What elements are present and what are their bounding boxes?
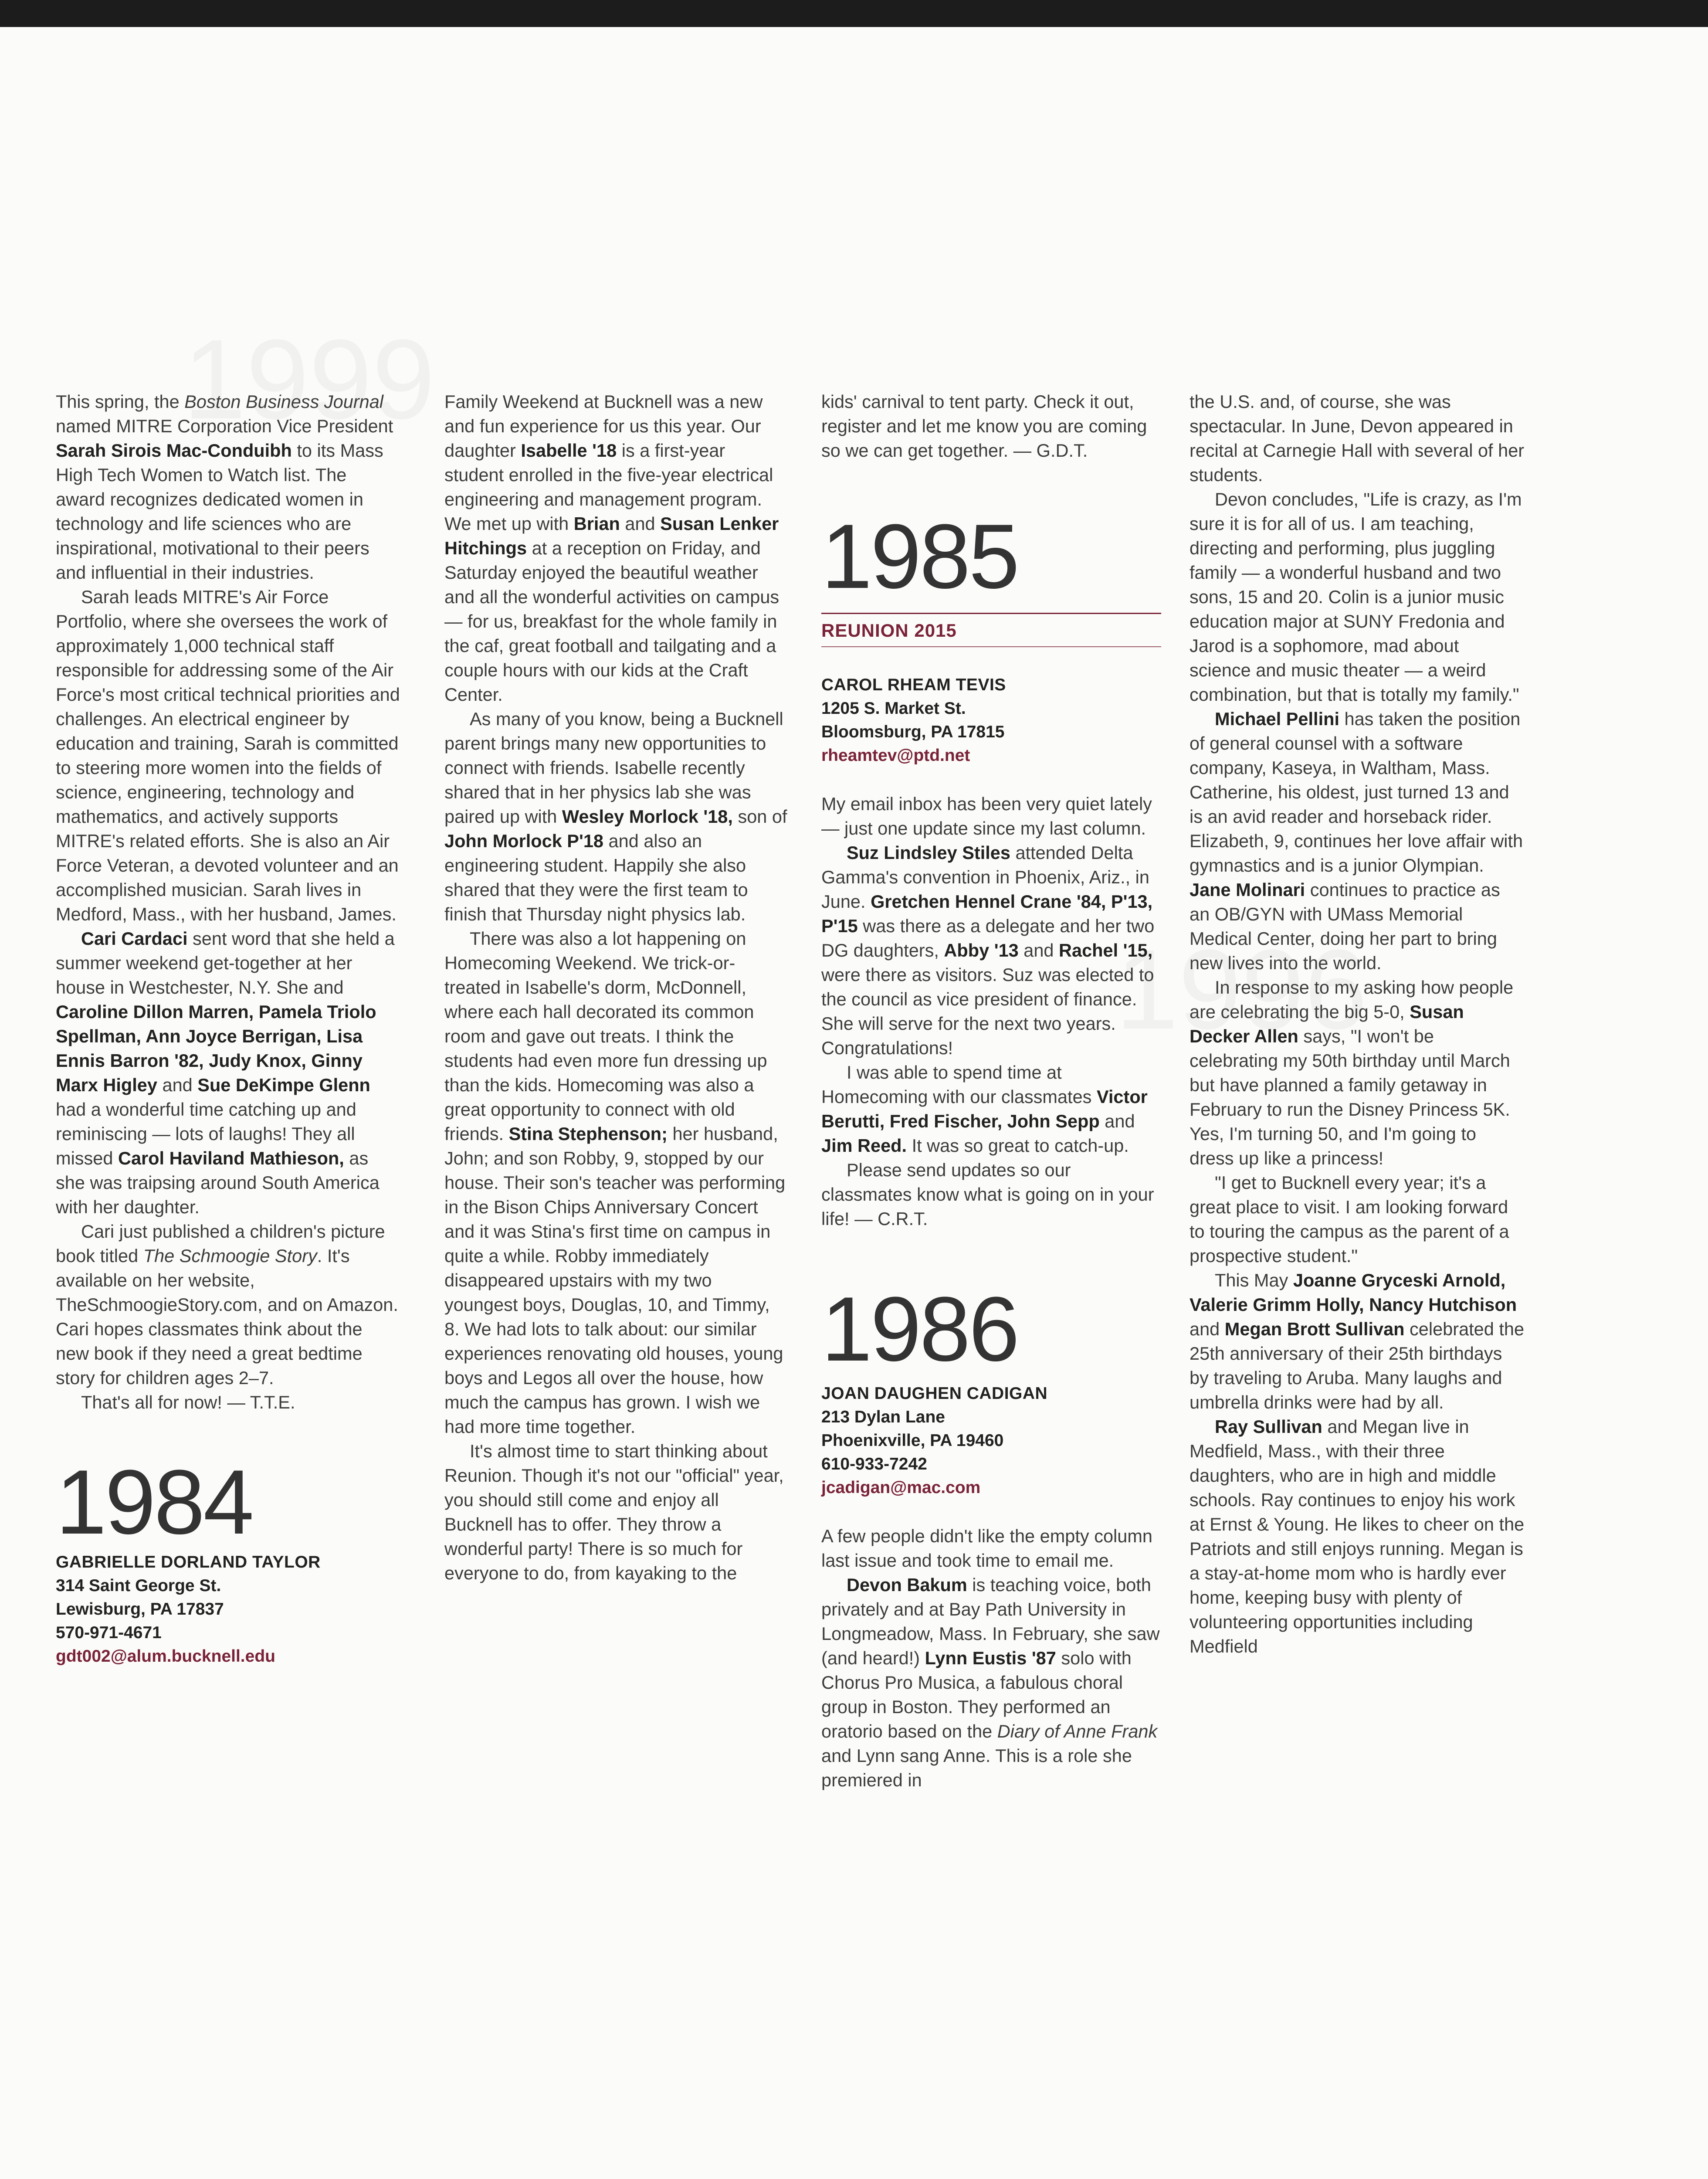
reporter-name: CAROL RHEAM TEVIS xyxy=(821,675,1006,694)
class-reporter-contact xyxy=(821,673,1161,767)
class-year-heading: 1984 xyxy=(56,1451,253,1553)
reunion-label: REUNION 2015 xyxy=(821,620,957,641)
signoff: Please send updates so our classmates know what is going on in your life! — C.R.T. xyxy=(821,1160,1154,1229)
paragraph: It's almost time to start thinking about Reunion. Though it's not our "official" year, you should still come and enjoy all Bucknell has to offer. They throw a wonderful party! There is so much for everyone to do, from kayaking to the xyxy=(444,1441,784,1583)
heading-rule xyxy=(821,613,1161,614)
reporter-street: 1205 S. Market St. xyxy=(821,699,966,718)
paragraph: Devon Bakum is teaching voice, both privately and at Bay Path University in Longmeadow, Mass. In February, she saw (and heard!) Lynn Eustis '87 solo with Chorus Pro Musica, a fabulous choral group in Boston. They performed an oratorio based on the Diary of Anne Frank and Lynn sang Anne. This is a role she premiered in xyxy=(821,1575,1160,1790)
magazine-page xyxy=(0,27,1708,2179)
class-reporter-contact xyxy=(56,1551,400,1668)
reporter-city: Phoenixville, PA 19460 xyxy=(821,1431,1004,1450)
class-year-heading: 1985 xyxy=(821,505,1018,608)
paragraph: Michael Pellini has taken the position of general counsel with a software company, Kaseya, in Waltham, Mass. Catherine, his oldest, just turned 13 and is an avid reader and horseback rider. Elizabeth, 9, continues her love affair with gymnastics and is a junior Olympian. Jane Molinari continues to practice as an OB/GYN with UMass Memorial Medical Center, doing her part to bring new lives into the world. xyxy=(1190,709,1523,973)
column-2 xyxy=(444,390,789,1585)
paragraph: kids' carnival to tent party. Check it out, register and let me know you are coming so we can get together. — G.D.T. xyxy=(821,391,1147,461)
paragraph: Cari Cardaci sent word that she held a summer weekend get-together at her house in Westchester, N.Y. She and Caroline Dillon Marren, Pamela Triolo Spellman, Ann Joyce Berrigan, Lisa Ennis Barron '82, Judy Knox, Ginny Marx Higley and Sue DeKimpe Glenn had a wonderful time catching up and reminiscing — lots of laughs! They all missed Carol Haviland Mathieson, as she was traipsing around South America with her daughter. xyxy=(56,928,395,1217)
reporter-email[interactable]: jcadigan@mac.com xyxy=(821,1478,981,1497)
paragraph: Suz Lindsley Stiles attended Delta Gamma's convention in Phoenix, Ariz., in June. Gretchen Hennel Crane '84, P'13, P'15 was there as a delegate and her two DG daughters, Abby '13 and Rachel '15, were there as visitors. Suz was elected to the council as vice president of finance. She will serve for the next two years. Congratulations! xyxy=(821,842,1155,1058)
reporter-email[interactable]: gdt002@alum.bucknell.edu xyxy=(56,1647,275,1666)
reporter-phone: 570-971-4671 xyxy=(56,1623,162,1642)
paragraph: There was also a lot happening on Homecoming Weekend. We trick-or-treated in Isabelle's dorm, McDonnell, where each hall decorated its common room and gave out treats. I think the students had even more fun dressing up than the kids. Homecoming was also a great opportunity to connect with old friends. Stina Stephenson; her husband, John; and son Robby, 9, stopped by our house. Their son's teacher was performing in the Bison Chips Anniversary Concert and it was Stina's first time on campus in quite a while. Robby immediately disappeared upstairs with my two youngest boys, Douglas, 10, and Timmy, 8. We had lots to talk about: our similar experiences renovating old houses, young boys and Legos all over the house, how much the campus has grown. I wish we had more time together. xyxy=(444,928,786,1437)
paragraph: Cari just published a children's picture book titled The Schmoogie Story. It's available on her website, TheSchmoogieStory.com, and on Amazon. Cari hopes classmates think about the new book if they need a great bedtime story for children ages 2–7. xyxy=(56,1221,398,1388)
reporter-name: GABRIELLE DORLAND TAYLOR xyxy=(56,1553,321,1571)
paragraph: This May Joanne Gryceski Arnold, Valerie Grimm Holly, Nancy Hutchison and Megan Brott Sullivan celebrated the 25th anniversary of their 25th birthdays by traveling to Aruba. Many laughs and umbrella drinks were had by all. xyxy=(1190,1270,1525,1412)
paragraph: This spring, the Boston Business Journal named MITRE Corporation Vice President Sarah Sirois Mac-Conduibh to its Mass High Tech Women to Watch list. The award recognizes dedicated women in technology and life sciences who are inspirational, motivational to their peers and influential in their industries. xyxy=(56,391,393,583)
signoff: That's all for now! — T.T.E. xyxy=(81,1392,295,1412)
reporter-city: Lewisburg, PA 17837 xyxy=(56,1600,224,1619)
paragraph: Devon concludes, "Life is crazy, as I'm sure it is for all of us. I am teaching, directing and performing, plus juggling family — a wonderful husband and two sons, 15 and 20. Colin is a junior music education major at SUNY Fredonia and Jarod is a sophomore, mad about science and music theater — a weird combination, but that is totally my family." xyxy=(1190,489,1522,705)
column-4 xyxy=(1190,390,1525,1659)
reporter-phone: 610-933-7242 xyxy=(821,1455,927,1473)
paragraph: Family Weekend at Bucknell was a new and fun experience for us this year. Our daughter Isabelle '18 is a first-year student enrolled in the five-year electrical engineering and management program. We met up with Brian and Susan Lenker Hitchings at a reception on Friday, and Saturday enjoyed the beautiful weather and all the wonderful activities on campus — for us, breakfast for the whole family in the caf, great football and tailgating and a couple hours with our kids at the Craft Center. xyxy=(444,391,779,705)
class-year-heading: 1986 xyxy=(821,1278,1018,1380)
paragraph: Ray Sullivan and Megan live in Medfield, Mass., with their three daughters, who are in high and middle schools. Ray continues to enjoy his work at Ernst & Young. He likes to cheer on the Patriots and still enjoys running. Megan is a stay-at-home mom who is hardly ever home, keeping busy with plenty of volunteering opportunities including Medfield xyxy=(1190,1416,1525,1656)
column-3 xyxy=(821,390,1161,1792)
reporter-city: Bloomsburg, PA 17815 xyxy=(821,723,1005,741)
paragraph: Sarah leads MITRE's Air Force Portfolio, where she oversees the work of approximately 1,000 technical staff responsible for addressing some of the Air Force's most critical technical priorities and challenges. An electrical engineer by education and training, Sarah is committed to steering more women into the fields of science, engineering, technology and mathematics, and actively supports MITRE's related efforts. She is also an Air Force Veteran, a devoted volunteer and an accomplished musician. Sarah lives in Medford, Mass., with her husband, James. xyxy=(56,587,400,924)
paragraph: the U.S. and, of course, she was spectacular. In June, Devon appeared in recital at Carnegie Hall with several of her students. xyxy=(1190,391,1525,485)
paragraph: My email inbox has been very quiet lately — just one update since my last column. xyxy=(821,794,1152,838)
paragraph: "I get to Bucknell every year; it's a great place to visit. I am looking forward to touring the campus as the parent of a prospective student." xyxy=(1190,1172,1509,1266)
reporter-name: JOAN DAUGHEN CADIGAN xyxy=(821,1384,1048,1403)
column-1 xyxy=(56,390,400,1668)
paragraph: In response to my asking how people are celebrating the big 5-0, Susan Decker Allen says, "I won't be celebrating my 50th birthday until March but have planned a family getaway in February to run the Disney Princess 5K. Yes, I'm turning 50, and I'm going to dress up like a princess! xyxy=(1190,977,1514,1168)
paragraph: As many of you know, being a Bucknell parent brings many new opportunities to connect with friends. Isabelle recently shared that in her physics lab she was paired up with Wesley Morlock '18, son of John Morlock P'18 and also an engineering student. Happily she also shared that they were the first team to finish that Thursday night physics lab. xyxy=(444,709,787,924)
paragraph: I was able to spend time at Homecoming with our classmates Victor Berutti, Fred Fischer, John Sepp and Jim Reed. It was so great to catch-up. xyxy=(821,1062,1148,1156)
reporter-email[interactable]: rheamtev@ptd.net xyxy=(821,746,970,765)
reporter-street: 213 Dylan Lane xyxy=(821,1408,945,1426)
class-reporter-contact xyxy=(821,1382,1161,1500)
paragraph: A few people didn't like the empty column last issue and took time to email me. xyxy=(821,1526,1152,1571)
heading-rule xyxy=(821,646,1161,647)
reporter-street: 314 Saint George St. xyxy=(56,1576,221,1595)
